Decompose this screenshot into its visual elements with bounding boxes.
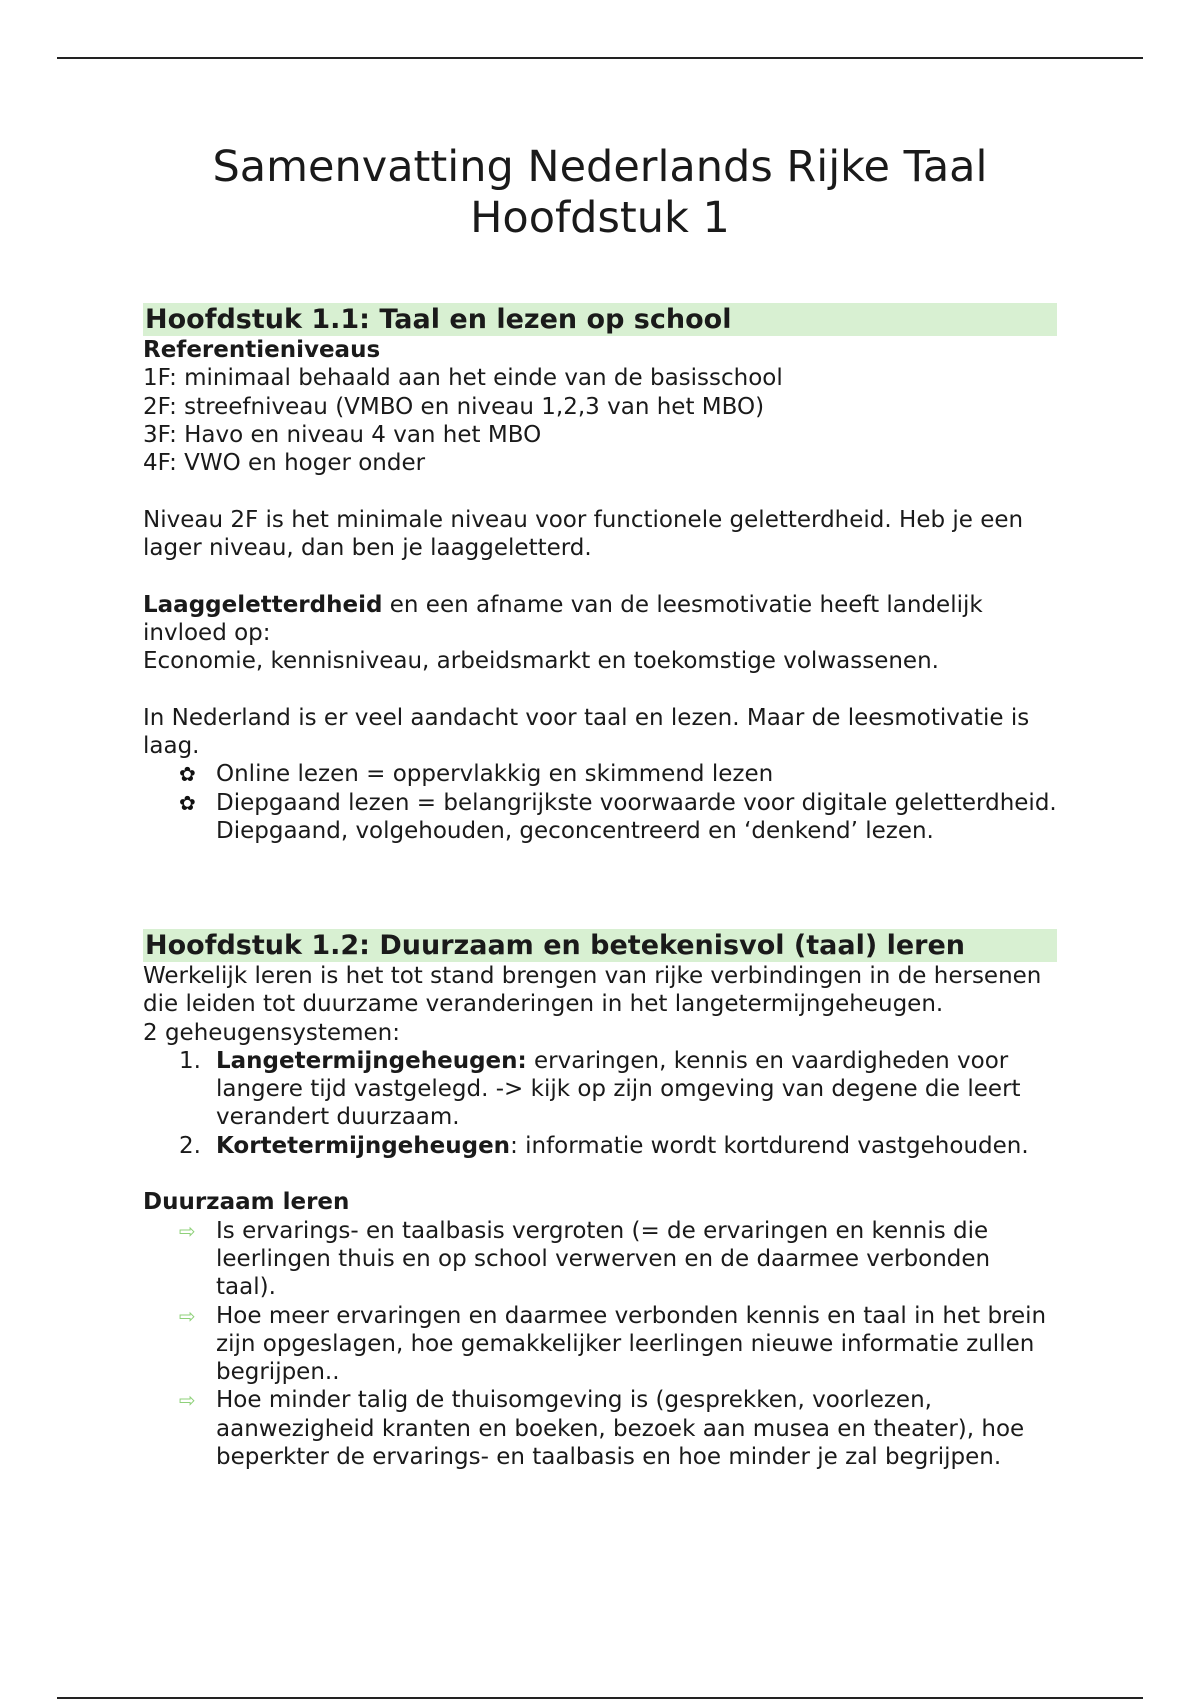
paragraph-niveau: Niveau 2F is het minimale niveau voor functionele geletterdheid. Heb je een lager niveau, dan ben je laaggeletterd. <box>143 506 1024 562</box>
arrow-text: Hoe meer ervaringen en daarmee verbonden kennis en taal in het brein zijn opgeslagen, hoe gemakkelijker leerlingen nieuwe informatie zullen begrijpen.. <box>216 1302 1047 1386</box>
level-3f: 3F: Havo en niveau 4 van het MBO <box>143 421 542 448</box>
arrow-text: Hoe minder talig de thuisomgeving is (gesprekken, voorlezen, aanwezigheid kranten en boeken, bezoek aan musea en theater), hoe beperkter de ervarings- en taalbasis en hoe minder je zal begrijpen. <box>216 1387 1025 1471</box>
bullet-text: Diepgaand lezen = belangrijkste voorwaarde voor digitale geletterdheid. Diepgaand, volgehouden, geconcentreerd en ‘denkend’ lezen. <box>216 789 1057 845</box>
flower-bullet-icon: ✿ <box>179 790 196 815</box>
paragraph-gevolgen: Economie, kennisniveau, arbeidsmarkt en toekomstige volwassenen. <box>143 648 939 675</box>
arrow-bullet-icon: ⇨ <box>179 1218 196 1243</box>
memory-text: ervaringen, kennis en vaardigheden voor langere tijd vastgelegd. -> kijk op zijn omgeving van degene die leert verandert duurzaam. <box>216 1047 1021 1131</box>
list-number: 2. <box>179 1132 201 1159</box>
referentieniveaus-heading: Referentieniveaus <box>143 337 381 363</box>
title-line-1: Samenvatting Nederlands Rijke Taal <box>212 142 988 192</box>
level-1f: 1F: minimaal behaald aan het einde van de basisschool <box>143 365 783 392</box>
memory-term: Langetermijngeheugen: <box>216 1047 527 1074</box>
arrow-text: Is ervarings- en taalbasis vergroten (= de ervaringen en kennis die leerlingen thuis en op school verwerven en de daarmee verbonden taal). <box>216 1217 991 1301</box>
list-item <box>143 1217 1057 1302</box>
arrow-bullet-icon: ⇨ <box>179 1388 196 1413</box>
level-4f: 4F: VWO en hoger onder <box>143 450 426 477</box>
list-number: 1. <box>179 1047 201 1074</box>
bottom-rule <box>57 1697 1143 1699</box>
memory-list <box>143 1047 1057 1160</box>
list-item <box>143 1302 1057 1387</box>
top-rule <box>57 57 1143 59</box>
duurzaam-leren-list <box>143 1217 1057 1472</box>
reading-bullet-list <box>143 760 1057 845</box>
section-2 <box>143 929 1057 1471</box>
section-1-heading: Hoofdstuk 1.1: Taal en lezen op school <box>143 303 1057 336</box>
duurzaam-leren-heading: Duurzaam leren <box>143 1189 350 1216</box>
laaggeletterdheid-text: en een afname van de leesmotivatie heeft landelijk invloed op: <box>143 591 983 646</box>
document-title <box>0 142 1200 244</box>
memory-text: : informatie wordt kortdurend vastgehouden. <box>510 1132 1029 1159</box>
arrow-bullet-icon: ⇨ <box>179 1303 196 1328</box>
list-item <box>143 1047 1057 1132</box>
title-line-2: Hoofdstuk 1 <box>470 193 730 243</box>
flower-bullet-icon: ✿ <box>179 762 196 787</box>
list-item <box>143 1132 1057 1160</box>
paragraph-laaggeletterdheid <box>143 591 1057 648</box>
section-2-heading: Hoofdstuk 1.2: Duurzaam en betekenisvol (taal) leren <box>143 929 1057 962</box>
paragraph-nederland: In Nederland is er veel aandacht voor taal en lezen. Maar de leesmotivatie is laag. <box>143 704 1030 760</box>
memory-term: Kortetermijngeheugen <box>216 1132 511 1159</box>
list-item <box>143 789 1057 846</box>
laaggeletterdheid-term: Laaggeletterdheid <box>143 591 383 618</box>
list-item <box>143 1386 1057 1471</box>
paragraph-geheugensystemen: 2 geheugensystemen: <box>143 1019 400 1046</box>
list-item <box>143 760 1057 788</box>
section-1 <box>143 303 1057 845</box>
paragraph-werkelijk-leren: Werkelijk leren is het tot stand brengen van rijke verbindingen in de hersenen die leiden tot duurzame veranderingen in het langetermijngeheugen. <box>143 963 1042 1018</box>
bullet-text: Online lezen = oppervlakkig en skimmend lezen <box>216 761 774 788</box>
level-2f: 2F: streefniveau (VMBO en niveau 1,2,3 van het MBO) <box>143 393 765 420</box>
